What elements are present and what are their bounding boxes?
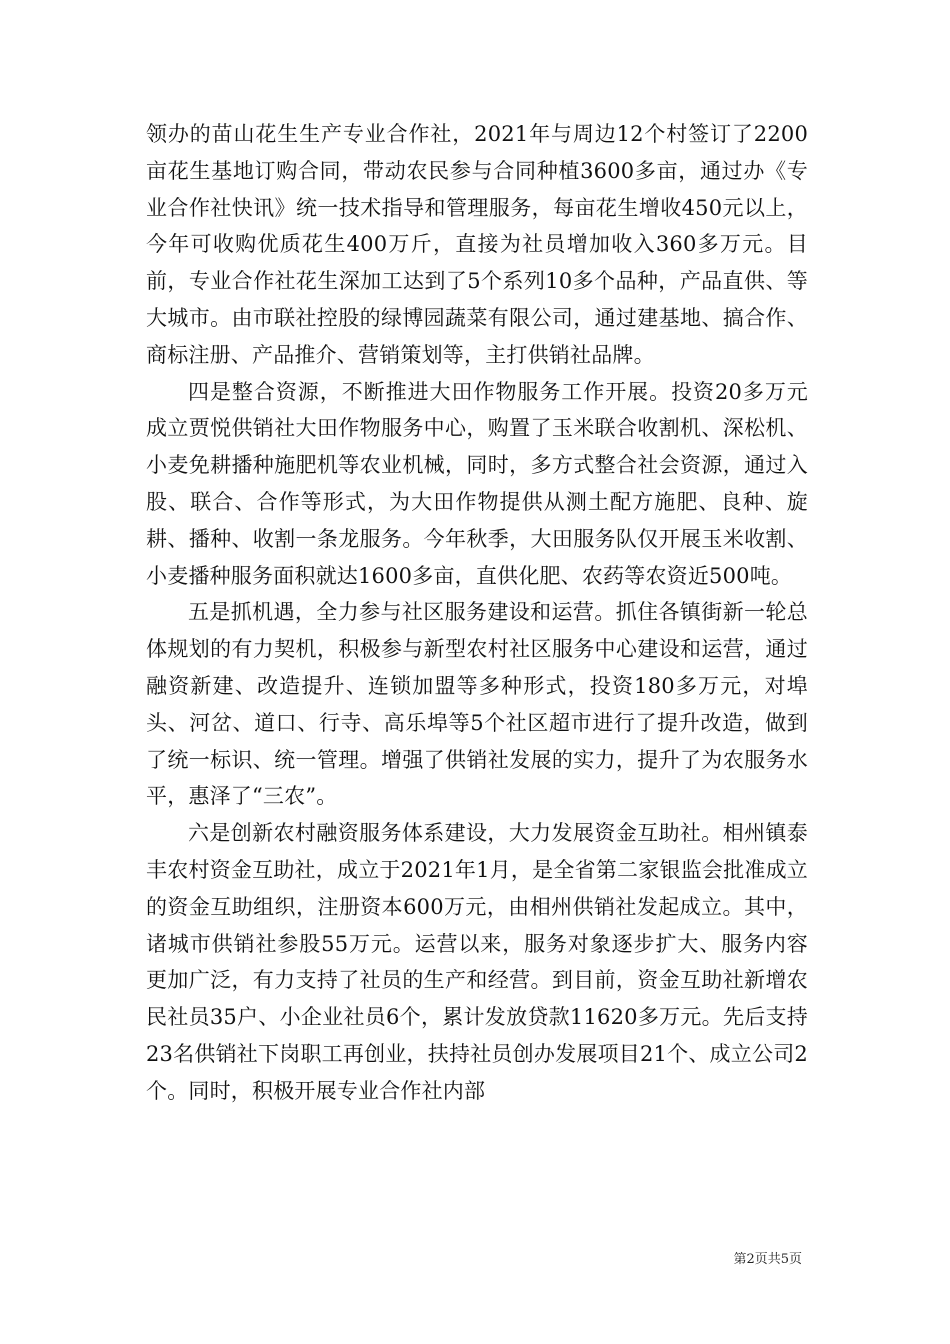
paragraph-item-5: 五是抓机遇，全力参与社区服务建设和运营。抓住各镇街新一轮总体规划的有力契机，积极参与新型农村社区服务中心建设和运营，通过融资新建、改造提升、连锁加盟等多种形式，投资180多万元，对埠头、河岔、道口、行寺、高乐埠等5个社区超市进行了提升改造，做到了统一标识、统一管理。增强了供销社发展的实力，提升了为农服务水平，惠泽了“三农”。 (146, 600, 808, 809)
document-body (146, 116, 808, 1110)
paragraph-item-4: 四是整合资源，不断推进大田作物服务工作开展。投资20多万元成立贾悦供销社大田作物服务中心，购置了玉米联合收割机、深松机、小麦免耕播种施肥机等农业机械，同时，多方式整合社会资源，通过入股、联合、合作等形式，为大田作物提供从测土配方施肥、良种、旋耕、播种、收割一条龙服务。今年秋季，大田服务队仅开展玉米收割、小麦播种服务面积就达1600多亩，直供化肥、农药等农资近500吨。 (146, 379, 808, 588)
paragraph-item-6: 六是创新农村融资服务体系建设，大力发展资金互助社。相州镇泰丰农村资金互助社，成立于2021年1月，是全省第二家银监会批准成立的资金互助组织，注册资本600万元，由相州供销社发起成立。其中，诸城市供销社参股55万元。运营以来，服务对象逐步扩大、服务内容更加广泛，有力支持了社员的生产和经营。到目前，资金互助社新增农民社员35户、小企业社员6个，累计发放贷款11620多万元。先后支持23名供销社下岗职工再创业，扶持社员创办发展项目21个、成立公司2个。同时，积极开展专业合作社内部 (146, 821, 808, 1103)
paragraph-continued: 领办的苗山花生生产专业合作社，2021年与周边12个村签订了2200亩花生基地订购合同，带动农民参与合同种植3600多亩，通过办《专业合作社快讯》统一技术指导和管理服务，每亩花生增收450元以上，今年可收购优质花生400万斤，直接为社员增加收入360多万元。目前，专业合作社花生深加工达到了5个系列10多个品种，产品直供、等大城市。由市联社控股的绿博园蔬菜有限公司，通过建基地、搞合作、商标注册、产品推介、营销策划等，主打供销社品牌。 (146, 122, 808, 367)
page-number: 第2页共5页 (733, 1252, 802, 1267)
